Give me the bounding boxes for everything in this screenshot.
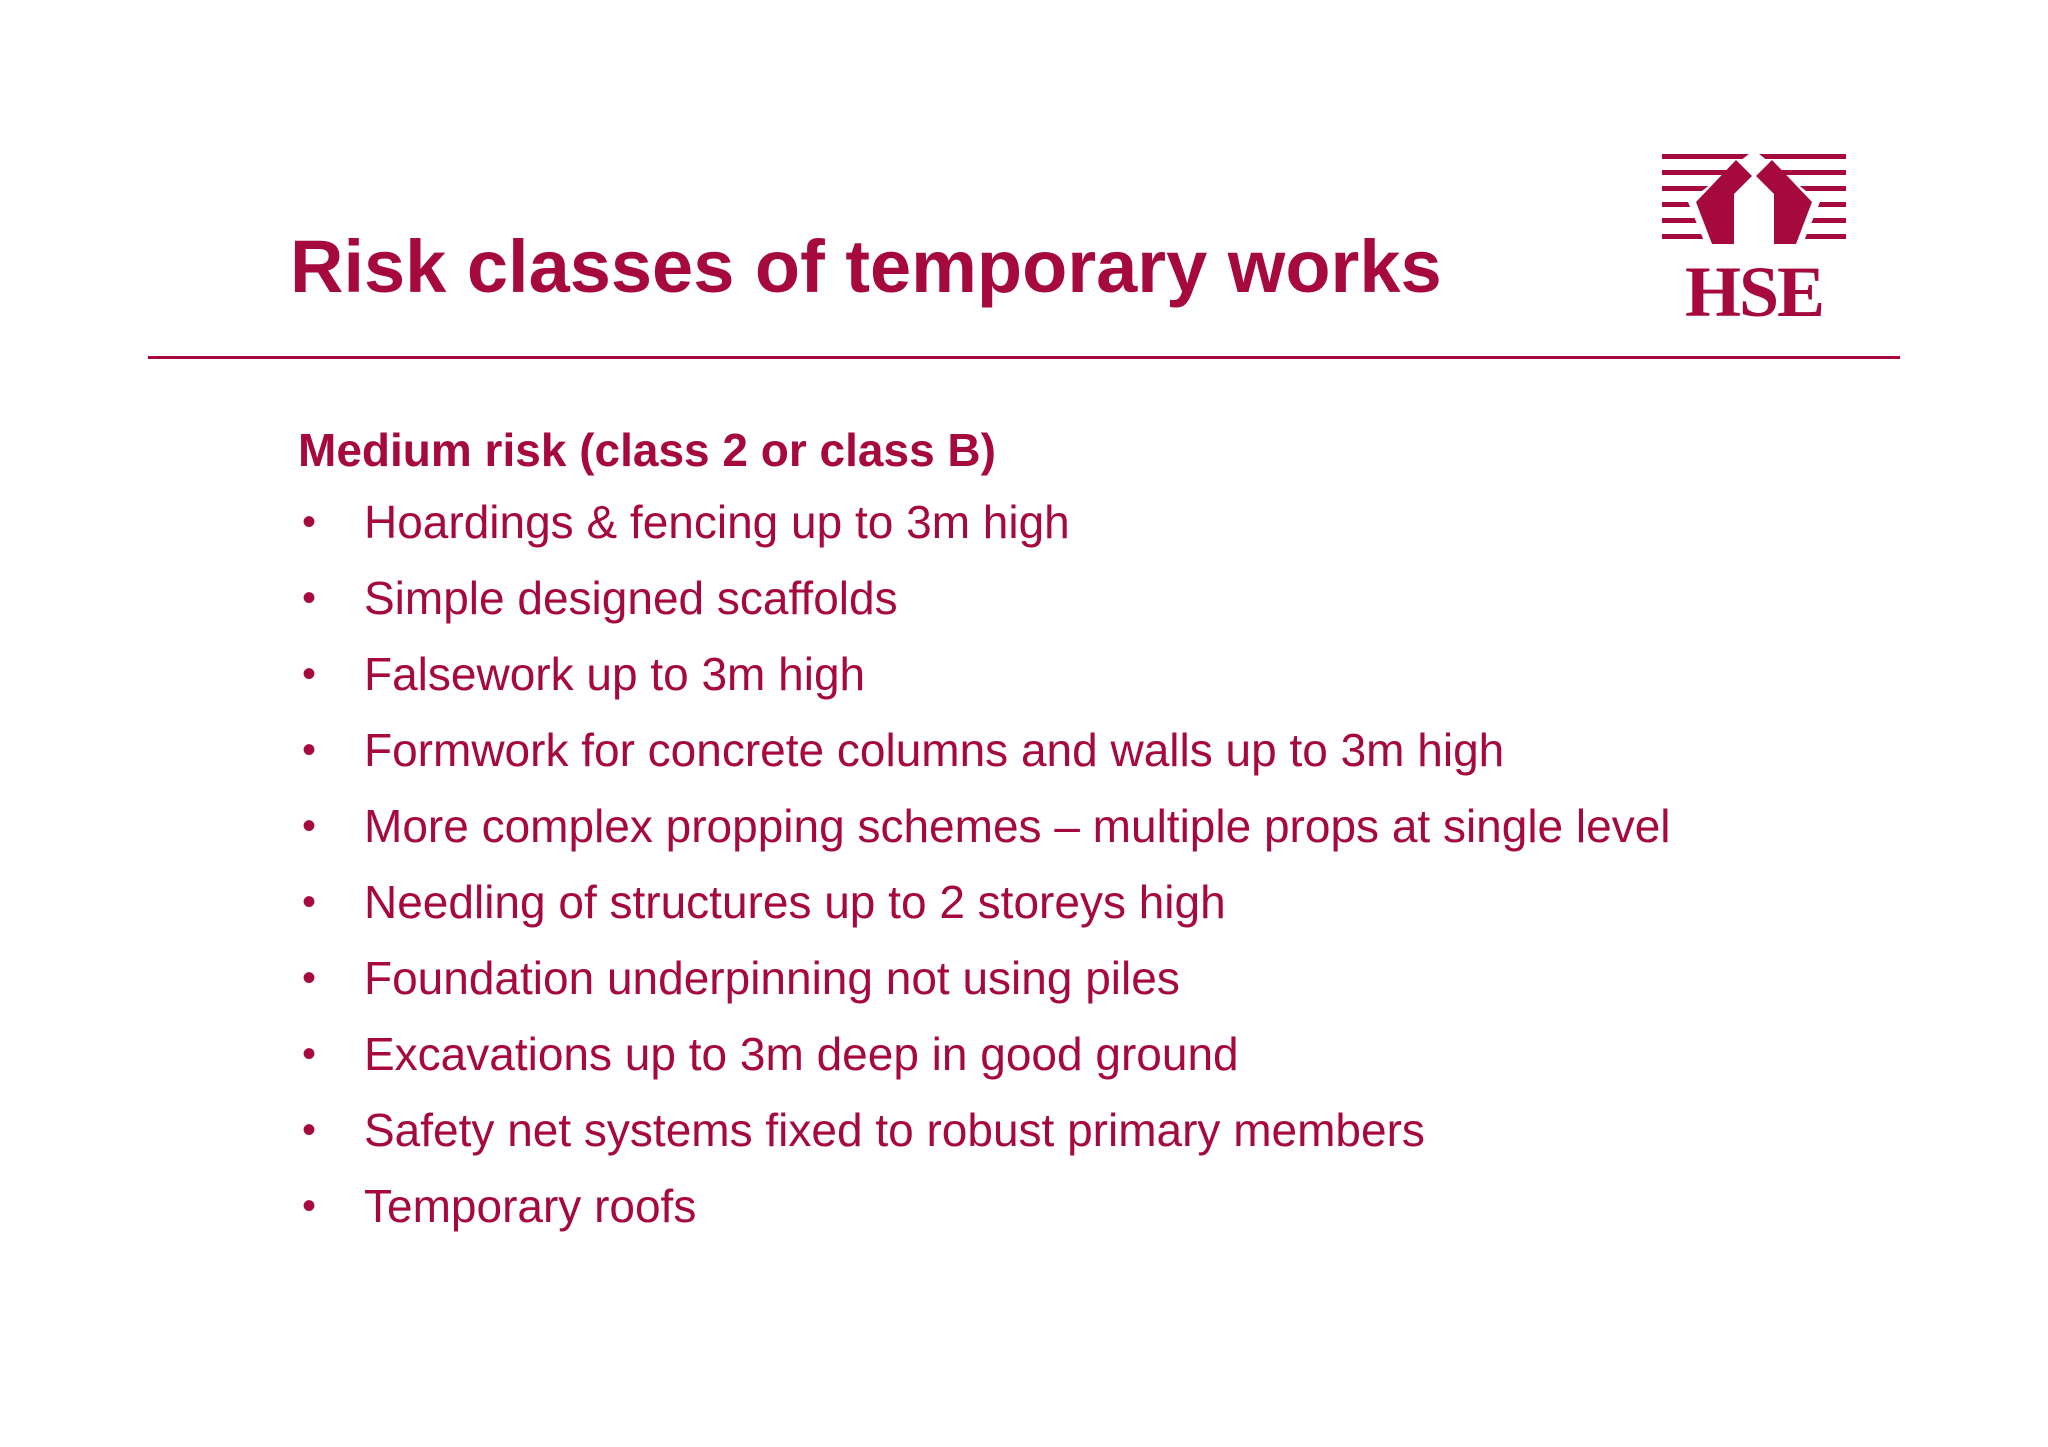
list-item	[298, 572, 1718, 624]
bullet-icon: •	[302, 728, 317, 772]
bullet-icon: •	[302, 1032, 317, 1076]
list-item-text: Needling of structures up to 2 storeys high	[364, 876, 1226, 928]
title-divider	[148, 356, 1900, 359]
bullet-icon: •	[302, 652, 317, 696]
bullet-icon: •	[302, 956, 317, 1000]
hse-logo-text: HSE	[1684, 252, 1824, 320]
list-item	[298, 800, 1718, 852]
list-item-text: Foundation underpinning not using piles	[364, 952, 1180, 1004]
bullet-icon: •	[302, 576, 317, 620]
bullet-icon: •	[302, 880, 317, 924]
list-item	[298, 1028, 1718, 1080]
list-item	[298, 1104, 1718, 1156]
bullet-icon: •	[302, 804, 317, 848]
bullet-icon: •	[302, 1184, 317, 1228]
list-item-text: Falsework up to 3m high	[364, 648, 866, 700]
list-item-text: Formwork for concrete columns and walls up to 3m high	[364, 724, 1505, 776]
risk-items-list	[298, 496, 1718, 1256]
list-item-text: Hoardings & fencing up to 3m high	[364, 496, 1070, 548]
list-item	[298, 876, 1718, 928]
hse-logo	[1662, 150, 1846, 320]
list-item	[298, 724, 1718, 776]
bullet-icon: •	[302, 500, 317, 544]
list-item-text: Excavations up to 3m deep in good ground	[364, 1028, 1239, 1080]
list-item-text: Safety net systems fixed to robust primary members	[364, 1104, 1425, 1156]
list-item-text: Temporary roofs	[364, 1180, 697, 1232]
risk-class-subheading: Medium risk (class 2 or class B)	[298, 424, 996, 476]
bullet-icon: •	[302, 1108, 317, 1152]
list-item-text: Simple designed scaffolds	[364, 572, 898, 624]
list-item	[298, 496, 1718, 548]
slide-title: Risk classes of temporary works	[290, 225, 1442, 308]
list-item	[298, 952, 1718, 1004]
list-item	[298, 1180, 1718, 1232]
list-item	[298, 648, 1718, 700]
list-item-text: More complex propping schemes – multiple props at single level	[364, 800, 1671, 852]
